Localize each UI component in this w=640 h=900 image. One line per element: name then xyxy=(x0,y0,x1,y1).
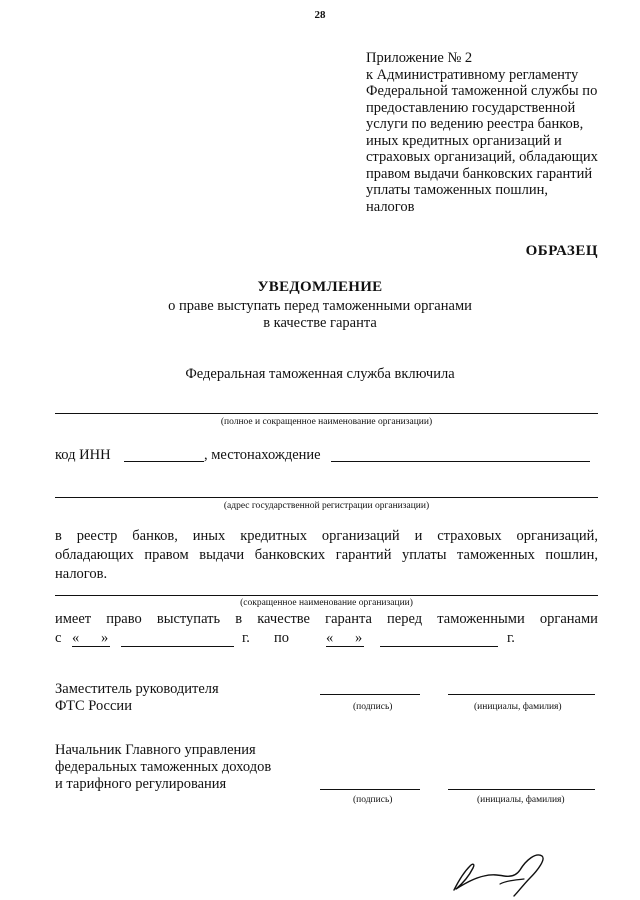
included-statement: Федеральная таможенная служба включила xyxy=(185,366,455,382)
sample-label: ОБРАЗЕЦ xyxy=(525,243,598,259)
right-word: имеет xyxy=(55,611,92,627)
address-field-line[interactable] xyxy=(55,497,598,498)
signatory-title-line: Начальник Главного управления xyxy=(55,742,256,758)
until-year-label: г. xyxy=(507,630,515,646)
registry-line: в реестр банков, иных кредитных организаций и страховых организаций, xyxy=(55,528,598,544)
until-quote-open: « xyxy=(326,630,334,646)
from-year-label: г. xyxy=(242,630,250,646)
appendix-block xyxy=(366,50,626,215)
appendix-line: Приложение № 2 xyxy=(366,50,473,66)
signature-field-line[interactable] xyxy=(320,694,420,695)
signature-caption: (подпись) xyxy=(353,702,393,712)
signatory-title xyxy=(55,742,271,793)
signatory-title-line: Заместитель руководителя xyxy=(55,681,219,697)
registry-line: налогов. xyxy=(55,566,108,582)
right-word: в xyxy=(235,611,243,627)
appendix-line: правом выдачи банковских гарантий xyxy=(366,165,593,182)
right-word: гаранта xyxy=(325,611,372,627)
appendix-line: налогов xyxy=(366,198,415,215)
from-month-field-line[interactable] xyxy=(121,646,234,647)
appendix-line: предоставлению государственной xyxy=(366,99,576,116)
address-caption: (адрес государственной регистрации организации) xyxy=(223,501,430,511)
handwritten-signature xyxy=(440,848,550,898)
from-label: с xyxy=(55,630,62,646)
registry-line: обладающих правом выдачи банковских гарантий уплаты таможенных пошлин, xyxy=(55,547,598,563)
registry-paragraph xyxy=(55,527,598,584)
appendix-line: страховых организаций, обладающих xyxy=(366,149,598,165)
page-number: 28 xyxy=(314,9,326,21)
until-month-field-line[interactable] xyxy=(380,646,498,647)
until-quote-close: » xyxy=(355,630,363,646)
right-statement-line xyxy=(55,611,598,628)
org-name-field-line[interactable] xyxy=(55,413,598,414)
location-field-line[interactable] xyxy=(331,461,590,462)
appendix-line: иных кредитных организаций и xyxy=(366,132,562,149)
right-word: органами xyxy=(539,611,598,627)
right-word: право xyxy=(106,611,142,627)
signatory-title-line: федеральных таможенных доходов xyxy=(55,759,272,775)
appendix-line: уплаты таможенных пошлин, xyxy=(366,182,548,198)
appendix-line: услуги по ведению реестра банков, xyxy=(366,116,584,132)
appendix-line: Федеральной таможенной службы по xyxy=(366,83,598,99)
right-word: выступать xyxy=(156,611,221,627)
from-day-field-line[interactable] xyxy=(72,646,110,647)
right-word: таможенными xyxy=(437,611,525,627)
short-name-caption: (сокращенное наименование организации) xyxy=(240,598,413,608)
from-quote-open: « xyxy=(72,630,80,646)
appendix-line: к Административному регламенту xyxy=(366,66,579,83)
inn-label: код ИНН xyxy=(55,447,111,463)
name-caption: (инициалы, фамилия) xyxy=(477,795,565,805)
name-caption: (инициалы, фамилия) xyxy=(474,702,562,712)
signature-mark xyxy=(440,848,550,898)
inn-field-line[interactable] xyxy=(124,461,204,462)
signature-field-line[interactable] xyxy=(320,789,420,790)
document-subtitle-line: в качестве гаранта xyxy=(263,315,377,331)
org-name-caption: (полное и сокращенное наименование организации) xyxy=(220,417,433,427)
signatory-title xyxy=(55,681,219,715)
document-subtitle-line: о праве выступать перед таможенными органами xyxy=(168,298,472,314)
signatory-title-line: и тарифного регулирования xyxy=(55,776,227,792)
right-word: перед xyxy=(387,611,423,627)
from-quote-close: » xyxy=(101,630,109,646)
name-field-line[interactable] xyxy=(448,694,595,695)
document-title: УВЕДОМЛЕНИЕ xyxy=(257,279,383,295)
name-field-line[interactable] xyxy=(448,789,595,790)
until-day-field-line[interactable] xyxy=(326,646,364,647)
short-name-field-line[interactable] xyxy=(55,595,598,596)
signatory-title-line: ФТС России xyxy=(55,698,132,714)
right-word: качестве xyxy=(257,611,310,627)
signature-caption: (подпись) xyxy=(353,795,393,805)
location-label: , местонахождение xyxy=(204,447,321,463)
until-label: по xyxy=(274,630,290,646)
